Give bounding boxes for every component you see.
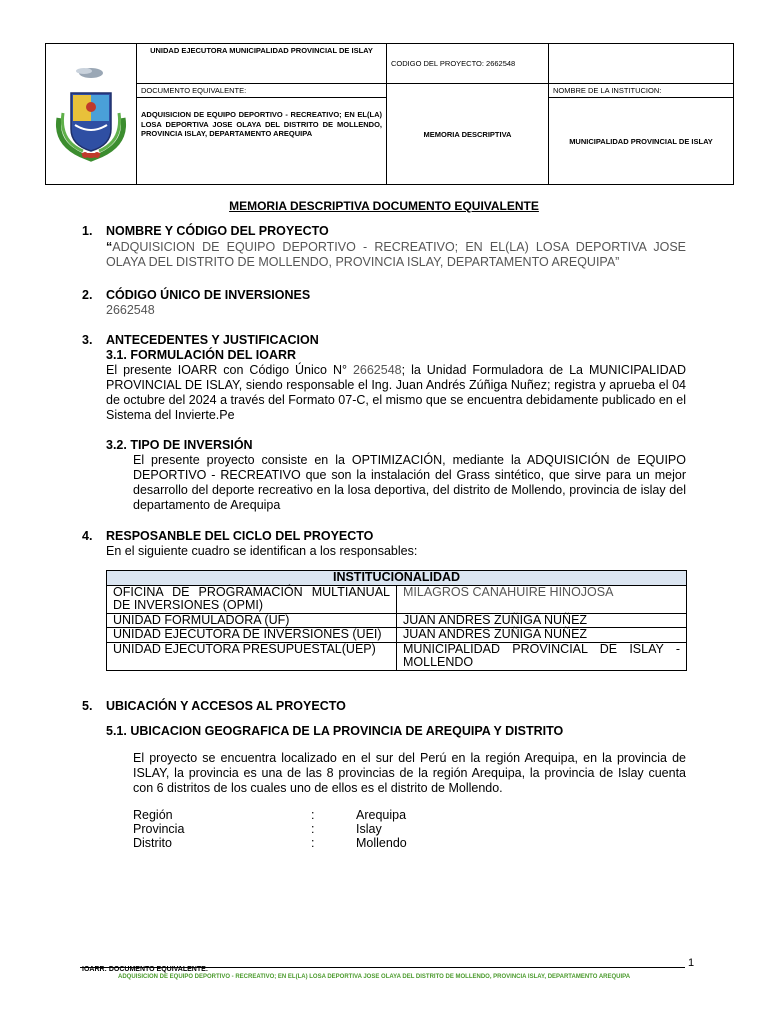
- proyecto-cell: ADQUISICION DE EQUIPO DEPORTIVO - RECREATIVO; EN EL(LA) LOSA DEPORTIVA JOSE OLAYA DEL DISTRITO DE MOLLENDO, PROVINCIA ISLAY, DEPARTAMENTO AREQUIPA: [137, 98, 387, 185]
- nombre-institucion-label-cell: NOMBRE DE LA INSTITUCION:: [549, 84, 734, 98]
- location-value: Islay: [356, 822, 382, 836]
- municipal-crest-logo: [51, 63, 131, 163]
- resp-cell: JUAN ANDRES ZUÑIGA NUÑEZ: [397, 628, 687, 643]
- section-1-number: 1.: [82, 224, 93, 238]
- location-value: Mollendo: [356, 836, 407, 850]
- location-row: [133, 836, 533, 850]
- table-header: INSTITUCIONALIDAD: [107, 571, 687, 586]
- table-row: [107, 642, 687, 670]
- section-1-title: NOMBRE Y CÓDIGO DEL PROYECTO: [106, 224, 329, 238]
- section-2-code: 2662548: [106, 303, 155, 317]
- section-2-title: CÓDIGO ÚNICO DE INVERSIONES: [106, 288, 311, 302]
- location-sep: :: [311, 836, 315, 850]
- logo-cell: [46, 44, 137, 185]
- section-1-text: [106, 240, 686, 270]
- section-5-title: UBICACIÓN Y ACCESOS AL PROYECTO: [106, 699, 346, 713]
- s31-text-a: El presente IOARR con Código Único N°: [106, 363, 353, 377]
- resp-cell: JUAN ANDRES ZUÑIGA NUÑEZ: [397, 613, 687, 628]
- location-value: Arequipa: [356, 808, 407, 822]
- unit-cell: OFICINA DE PROGRAMACIÓN MULTIANUAL DE INVERSIONES (OPMI): [107, 585, 397, 613]
- unit-cell: UNIDAD FORMULADORA (UF): [107, 613, 397, 628]
- location-label: Distrito: [133, 836, 172, 850]
- footer-project: ADQUISICION DE EQUIPO DEPORTIVO - RECREATIVO; EN EL(LA) LOSA DEPORTIVA JOSE OLAYA DEL DISTRITO DE MOLLENDO, PROVINCIA ISLAY, DEPARTAMENTO AREQUIPA: [118, 974, 631, 980]
- document-title: MEMORIA DESCRIPTIVA DOCUMENTO EQUIVALENTE: [229, 199, 539, 213]
- s31-code: 2662548: [352, 363, 402, 377]
- unit-cell: UNIDAD EJECUTORA PRESUPUESTAL(UEP): [107, 642, 397, 670]
- footer-title: IOARR: DOCUMENTO EQUIVALENTE:: [82, 966, 209, 973]
- resp-cell: MILAGROS CANAHUIRE HINOJOSA: [397, 585, 687, 613]
- section-4-number: 4.: [82, 529, 93, 543]
- unidad-ejecutora-cell: UNIDAD EJECUTORA MUNICIPALIDAD PROVINCIAL DE ISLAY: [137, 44, 387, 84]
- location-list: [133, 808, 533, 850]
- section-5-number: 5.: [82, 699, 93, 713]
- section-2-number: 2.: [82, 288, 93, 302]
- empty-cell: [549, 44, 734, 84]
- institucion-cell: MUNICIPALIDAD PROVINCIAL DE ISLAY: [549, 98, 734, 185]
- location-label: Región: [133, 808, 173, 822]
- memoria-cell: MEMORIA DESCRIPTIVA: [387, 84, 549, 185]
- section-4-title: RESPOSANBLE DEL CICLO DEL PROYECTO: [106, 529, 374, 543]
- location-sep: :: [311, 822, 315, 836]
- section-3-2-text: El presente proyecto consiste en la OPTIMIZACIÓN, mediante la ADQUISICIÓN de EQUIPO DEPORTIVO - RECREATIVO que son la instalación del Grass sintético, que sirve para un mejor desarrollo del deporte recreativo en la losa deportiva, del distrito de Mollendo, provincia de islay del departamento de Arequipa: [133, 453, 686, 512]
- location-row: [133, 822, 533, 836]
- project-name: ADQUISICION DE EQUIPO DEPORTIVO - RECREATIVO; EN EL(LA) LOSA DEPORTIVA JOSE OLAYA DEL DISTRITO DE MOLLENDO, PROVINCIA ISLAY, DEPARTAMENTO AREQUIPA”: [106, 240, 686, 269]
- section-3-title: ANTECEDENTES Y JUSTIFICACION: [106, 333, 319, 347]
- table-row: [107, 628, 687, 643]
- unit-cell: UNIDAD EJECUTORA DE INVERSIONES (UEI): [107, 628, 397, 643]
- location-row: [133, 808, 533, 822]
- s31-text-b: ; la Unidad Formuladora de La MUNICIPALIDAD PROVINCIAL DE ISLAY, siendo responsable el Ing. Juan Andrés Zúñiga Nuñez; registra y aprueba el 04 de octubre del 2024 a través del Formato 07-C, el mismo que se encuentra debidamente publicado en el Sistema del Invierte.Pe: [106, 363, 686, 422]
- page-number: 1: [688, 957, 695, 969]
- section-3-1-title: 3.1. FORMULACIÓN DEL IOARR: [106, 348, 297, 362]
- location-sep: :: [311, 808, 315, 822]
- section-3-1-text: [106, 363, 686, 423]
- codigo-value: 2662548: [486, 59, 516, 68]
- section-5-1-title: 5.1. UBICACION GEOGRAFICA DE LA PROVINCIA DE AREQUIPA Y DISTRITO: [106, 724, 564, 738]
- table-row: [107, 613, 687, 628]
- section-4-intro: En el siguiente cuadro se identifican a los responsables:: [106, 544, 418, 558]
- codigo-proyecto-cell: [387, 44, 549, 84]
- table-row: [107, 585, 687, 613]
- codigo-label: CODIGO DEL PROYECTO:: [391, 59, 487, 68]
- section-3-number: 3.: [82, 333, 93, 347]
- resp-cell: MUNICIPALIDAD PROVINCIAL DE ISLAY - MOLLENDO: [397, 642, 687, 670]
- section-3-2-title: 3.2. TIPO DE INVERSIÓN: [106, 438, 253, 452]
- section-5-1-text: El proyecto se encuentra localizado en el sur del Perú en la región Arequipa, en la provincia de ISLAY, la provincia es una de las 8 provincias de la región Arequipa, la provincia de Islay cuenta con 6 distritos de los cuales uno de ellos es el distrito de Mollendo.: [133, 751, 686, 795]
- location-label: Provincia: [133, 822, 185, 836]
- doc-equivalente-cell: DOCUMENTO EQUIVALENTE:: [137, 84, 387, 98]
- responsables-table: [106, 570, 687, 671]
- header-table: [45, 43, 734, 185]
- quote-open: “: [106, 240, 113, 254]
